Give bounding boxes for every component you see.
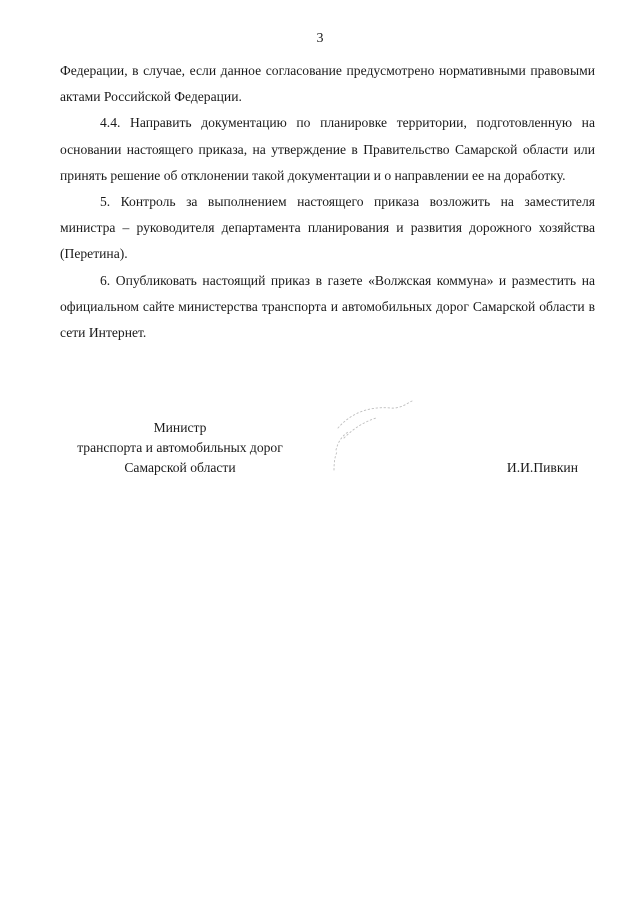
minister-title-line: Самарской области — [124, 460, 236, 475]
signature-block — [60, 418, 595, 478]
paragraph-6: 6. Опубликовать настоящий приказ в газете «Волжская коммуна» и разместить на официальном сайте министерства транспорта и автомобильных дорог Самарской области в сети Интернет. — [60, 272, 595, 341]
page-number: 3 — [316, 31, 324, 46]
minister-title — [60, 418, 300, 478]
minister-name: И.И.Пивкин — [506, 460, 578, 475]
minister-title-line: Министр — [153, 420, 207, 435]
minister-title-line: транспорта и автомобильных дорог — [77, 440, 283, 455]
order-body — [60, 58, 595, 346]
paragraph-5: 5. Контроль за выполнением настоящего приказа возложить на заместителя министра – руководителя департамента планирования и развития дорожного хозяйства (Перетина). — [60, 194, 595, 262]
paragraph-federation-approval: Федерации, в случае, если данное согласование предусмотрено нормативными правовыми актами Российской Федерации. — [60, 63, 595, 105]
paragraph-4-4: 4.4. Направить документацию по планировке территории, подготовленную на основании настоящего приказа, на утверждение в Правительство Самарской области или принять решение об отклонении такой документации и о направлении ее на доработку. — [60, 115, 595, 183]
